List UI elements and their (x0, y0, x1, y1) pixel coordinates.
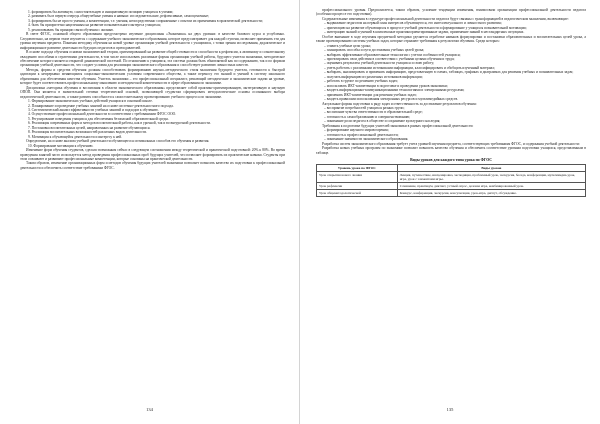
paragraph: 4. быть бы приоритетно нацеленным на развитие познавательного интереса учащихся; (28, 23, 161, 28)
left-page-number: 134 (146, 407, 153, 412)
right-page-number: 135 (446, 407, 454, 412)
paragraph: – ставить учебные цели урока; (324, 43, 371, 48)
paragraph: 8. Реализация воспитательных возможностей различных видов деятельности. (28, 130, 148, 135)
paragraph: профессионального уровня. Предполагается, таким образом, усиление тенденции изменения, взаимосвязи организации профессиональной деятельности педагога (особенно процессе его подготовки). (316, 8, 586, 17)
table-header-row (317, 164, 586, 171)
paragraph: Содержательные изменения в структуре профессиональной деятельности педагога будут связаны с трансформацией в педагогическом мышлении, включающие: (322, 16, 569, 21)
paragraph: 10. Формирование мотивации к обучению. (28, 143, 94, 148)
paragraph: Особое внимание в ходе изучения предметной методики уделяется отработке навыков формулировки и постановки образовательных и воспитательных целей урока, а также проектированию системы учебных задач, которые отражают требования к результатам обучения. Среди которых: (316, 34, 586, 44)
right-page-text (316, 8, 586, 155)
paragraph: – владеть информационно-коммуникационными технологиями и электронными ресурсами; (324, 88, 465, 93)
table-cell-level: Урок открытия нового знания (317, 172, 398, 183)
paragraph: Актуальные формы подготовки к ряду задач и ответственность за достижение результатов обучения: (322, 101, 477, 106)
paragraph: Требования к подготовке будущих учителей экономики в рамках профессиональной деятельности: (322, 123, 474, 128)
paragraph: 5. Регулирование поведения учащихся для обеспечения безопасной образовательной среды. (28, 116, 169, 121)
table-cell-level: Урок общеметодологической (317, 190, 398, 197)
paragraph: 7. Постановка воспитательных целей, направленных на развитие обучающихся. (28, 125, 151, 130)
paragraph: – получать информацию из различных источников информации; (324, 74, 423, 79)
paragraph: – интеграцию знаний и умений в комплексные практикоориентированные задачи, применение знаний в нестандартных ситуациях. (324, 30, 525, 35)
paragraph: – восприятие потребностей учащихся разных групп; (324, 105, 405, 110)
paragraph: 2. Планирование и проведение учебных занятий на основе системно-деятельностного подхода. (28, 103, 174, 108)
paragraph: – владеть правилами использования электронных ресурсов и мультимедийных средств. (324, 97, 459, 102)
paragraph: 5. реализовывать бы принцип связи обучения с жизнью. (28, 27, 115, 32)
table-cell-kinds: Сочинение, практикум, диктант, устный опрос, деловая игра, комбинированный урок. (397, 183, 585, 190)
table-cell-kinds: Лекция, путешествие, инсценировка, экспедиция, проблемный урок, экскурсия, беседа, конференция, мультимедиа-урок, игра, урок с элементами игры. (397, 172, 585, 183)
paragraph: 9. Мотивация к обучающейся деятельности и интересу к ней. (28, 134, 123, 139)
paragraph: 3. формировать бы не просто умения, а компетенции, т.е. умения, непосредственно сопряженные с опытом их применения в практической деятельности; (28, 18, 263, 23)
paragraph: 4. Осуществление профессиональной деятельности в соответствии с требованиями ФГОС ООО. (28, 112, 177, 117)
paragraph: Методы, формы и средства обучения должны способствовать формированию научно–методического стиля мышления будущего учителя, готовности к быстрой адаптации к непрерывно меняющимся социально-экономическим условиям современного общества, а также переносу его знаний и умений в систему школьного образования для обеспечения качества обучения. Учитель экономики – это профессиональный специалист, решающий методические и экономические задачи на уровне, которое будет соответствовать профессиональному мышлению и методической компетентности в сфере образования по экономике. (20, 67, 285, 86)
paragraph: – готовность к самообразованию и совершенствованию; (324, 114, 411, 119)
paragraph: Разработка систем экономического образования требует учета уровней изучения предмета, соответствующих требованиям ФГОС, и содержания учебной деятельности: (322, 141, 580, 146)
paragraph: 3. Систематический анализ эффективности учебных занятий и подходов к обучению. (28, 107, 159, 112)
paragraph: – использовать ИКТ-компетенции в подготовке и проведении уроков экономики; (324, 83, 448, 88)
paragraph: – уметь работать с различными источниками информации, классифицировать и обобщать изученный материал; (324, 65, 496, 70)
paragraph: 1. формировать бы активную, самостоятельную и инициативную позицию учащихся в учении; (28, 10, 174, 14)
paragraph: Таким образом, изменение организационных форм и методов обучения будущих учителей экономики позволяет повысить качество их подготовки к профессиональной деятельности и обеспечить соответствие требованиям ФГОС. (20, 161, 285, 170)
paragraph: 1. Формирование экономических учебных действий учащихся в основной школе. (28, 99, 153, 104)
table-row (317, 190, 586, 197)
table-row (317, 172, 586, 183)
paragraph: – выдвижение педагогом на первый план интересов обучающегося, его интеллектуального и личностного развития; (324, 21, 502, 26)
paragraph: – оценивать результаты учебной деятельности учащихся и свою работу; (324, 61, 435, 66)
lesson-types-table (316, 164, 586, 197)
table-header-level: Уровень урока по ФГОС (317, 164, 398, 171)
paragraph: – применять ИКТ-компетенции для решения учебных задач; (324, 92, 417, 97)
paragraph: – воспитание чувства ответственности в образовательной среде; (324, 110, 423, 115)
left-page-text (20, 10, 285, 170)
table-header-kinds: Виды уроков (397, 164, 585, 171)
paragraph: Определение, на основе анализа учебной деятельности обучающегося оптимальных способов его обучения и развития. (26, 139, 210, 144)
paragraph: – понимание роли педагога в обществе и сохранение культурного наследия; (324, 119, 441, 124)
paragraph: – понимание значимости экономического образования. (324, 137, 409, 142)
table-row (317, 183, 586, 190)
table-cell-level: Урок рефлексии (317, 183, 398, 190)
paragraph: – формирование научного мировоззрения; (324, 128, 389, 133)
paragraph: 2. развивать бы в первую очередь общеучебные умения и навыки: исследовательские, рефлексивные, самооценочные; (28, 14, 210, 19)
paragraph: В свете ФГОС, основной общего образования предусмотрено изучение дисциплины «Экономика» на двух уровнях: в качестве базового курса и углубленно. Следовательно, на первом этапе изучается с содержание учебного экономического образования, которое предусматривает для каждой ступени, позволяет применять эти для уровня изучения предмета. Понимая методику обучения на новой уровне организации учебной деятельности с учащимися, с точки зрения исследования, дидактическое и информационное развитие деятельности будущих педагогов и преподавателей. (20, 32, 285, 50)
paragraph: – выбирать эффективные образовательные технологии с учетом особенностей учащихся; (324, 52, 461, 57)
paragraph: – ориентацию на развитие обучающихся в процессе учебной деятельности и формирование у учащихся познавательной мотивации; (324, 25, 527, 30)
right-page (300, 0, 600, 424)
table-title: Виды уроков для каждого типа урока по ФГОС (410, 157, 492, 162)
paragraph: Разработка новых учебных программ по экономике позволит повысить качество обучения и обеспечить соответствие уровням подготовки учащихся, представленным в таблице. (316, 146, 586, 155)
paragraph: – готовность к профессиональной деятельности; (324, 132, 399, 137)
paragraph: – выбирать, анализировать и применять информацию, представленную в схемах, таблицах, графиках и диаграммах для решения учебных и познавательных задач; (324, 70, 574, 75)
paragraph: Изменение форм обучения студентов, сделало возможным сейчас в следующем соотношении между теоретической и практической подготовкой: 20% к 80%. Во время проведения занятий часто используется метод проведения профессиональных проб будущих учителей, что позволяет формировать их практические навыки. Студенты при этом осваивают и развивают профессиональные компетенции, которые основаны на практической деятельности. (20, 148, 285, 161)
paragraph: 6. Реализация современных форм и методов воспитательной работы, как в урочной, так и во внеурочной деятельности. (28, 121, 211, 126)
paragraph: В основе подхода обучения основам экономической теории, ориентированной на развитие общей готовности и способности к рефлексии, к активному и сознательному овладению способами и стратегиями деятельности, в том числе использовать различные формы организации учебной работы, будущего учителя экономики, методическое обеспечение которого является открытой динамической системой. По отношению к учащимся, эта система должна быть обновляемой как по содержанию, так и по формам организации учебной деятельности, что создает условия для реализации экономического образования и способствует развитию личностных качеств. (20, 50, 285, 68)
paragraph: – планировать способы и пути достижения учебных целей урока; (324, 48, 425, 53)
paragraph: – работать в группе по решению учебных задач; (324, 79, 398, 84)
paragraph: Дисциплина «методика обучения и воспитания в области экономического образования» представляет собой практико-ориентированную, интегративную и научную ОПОП. Она является в значительной степени теоретической основой, позволяющей студентам сформировать методологические основы осознанного выбора педагогической деятельности, а также развить способности к самостоятельному проектированию учебного процесса по экономике. (20, 85, 285, 99)
table-cell-kinds: Конкурс, конференция, экскурсия, консультация, урок-игра, диспут, обсуждение. (397, 190, 585, 197)
paragraph: – проектировать свои действия в соответствии с учебными целями обучения и труда; (324, 56, 455, 61)
